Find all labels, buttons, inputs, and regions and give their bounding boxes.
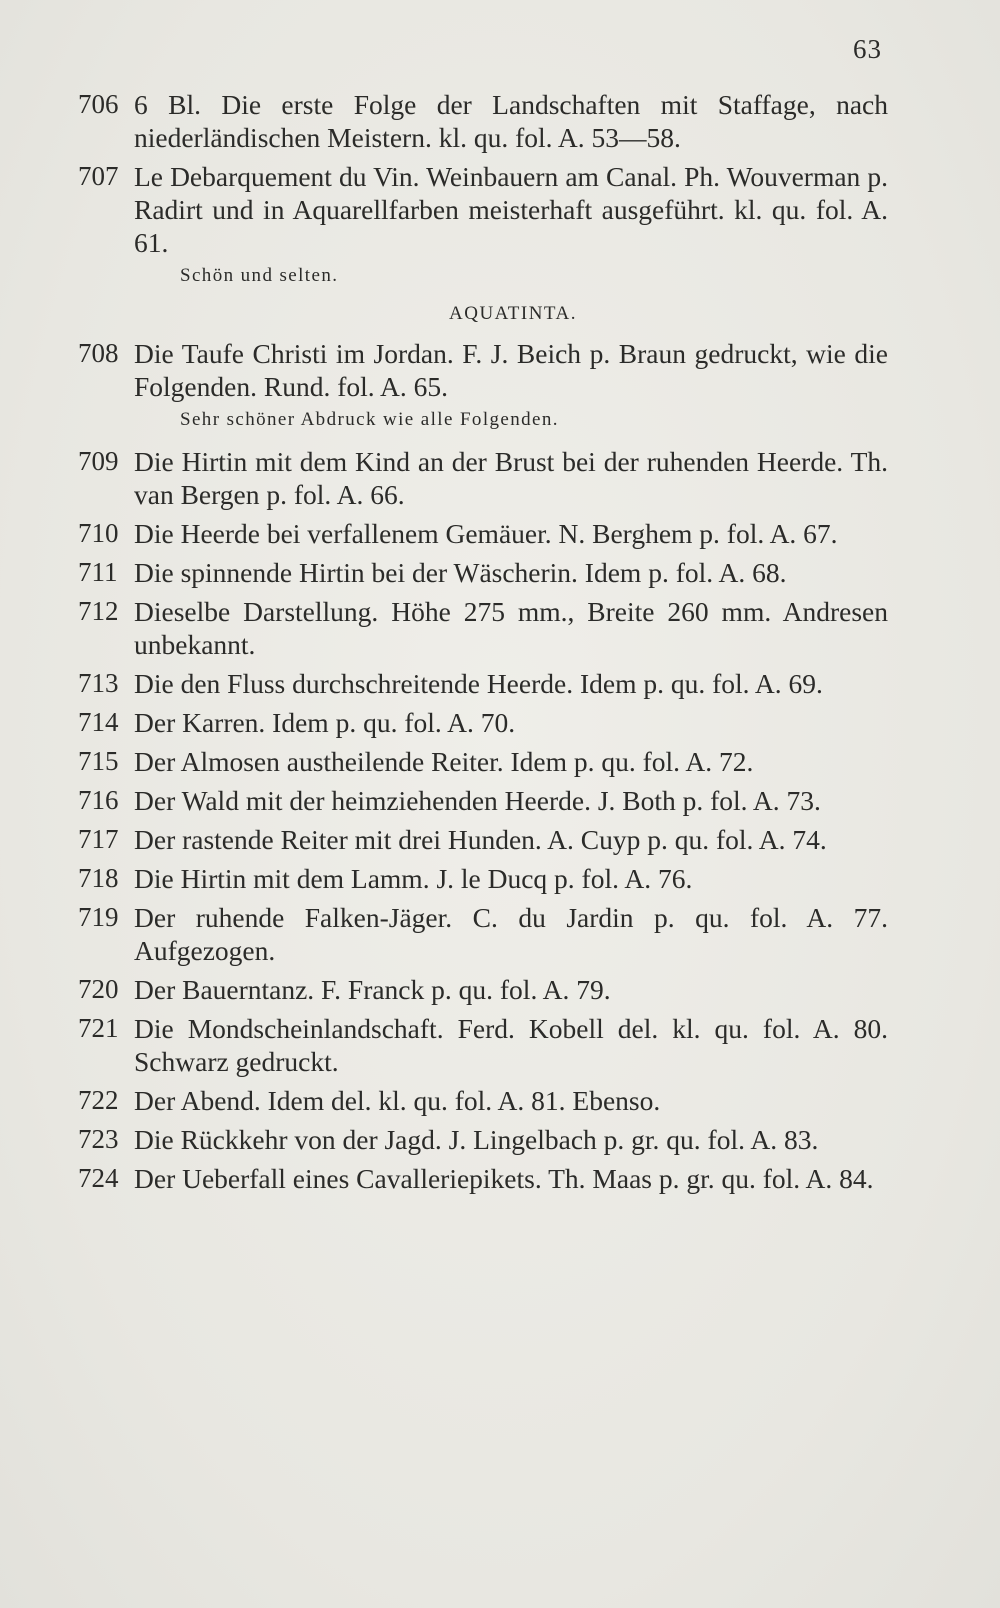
entry-721	[78, 1012, 888, 1078]
entry-716	[78, 784, 888, 817]
entry-number: 708	[78, 338, 119, 368]
entry-717	[78, 823, 888, 856]
entry-720	[78, 973, 888, 1006]
entry-text: Le Debarquement du Vin. Weinbauern am Canal. Ph. Wouverman p. Radirt und in Aquarellfarben meisterhaft ausgeführt. kl. qu. fol. A. 61.	[134, 161, 888, 258]
entry-number: 709	[78, 446, 119, 476]
page-number: 63	[853, 34, 882, 64]
entry-706	[78, 88, 888, 154]
entry-number: 716	[78, 785, 119, 815]
entry-709	[78, 445, 888, 511]
entry-text: Die Taufe Christi im Jordan. F. J. Beich p. Braun gedruckt, wie die Folgenden. Rund. fol. A. 65.	[134, 338, 888, 402]
entry-713	[78, 667, 888, 700]
entry-text: Der ruhende Falken-Jäger. C. du Jardin p. qu. fol. A. 77. Aufgezogen.	[134, 902, 888, 966]
entry-text: Die Heerde bei verfallenem Gemäuer. N. Berghem p. fol. A. 67.	[134, 518, 838, 549]
section-heading: AQUATINTA.	[449, 303, 577, 324]
entry-number: 713	[78, 668, 119, 698]
entry-719	[78, 901, 888, 967]
entry-number: 706	[78, 89, 119, 119]
entry-number: 712	[78, 596, 119, 626]
entry-text: Die Mondscheinlandschaft. Ferd. Kobell del. kl. qu. fol. A. 80. Schwarz gedruckt.	[134, 1013, 888, 1077]
entry-number: 723	[78, 1124, 119, 1154]
entry-number: 711	[78, 557, 118, 587]
entry-text: Der rastende Reiter mit drei Hunden. A. Cuyp p. qu. fol. A. 74.	[134, 824, 827, 855]
entry-715	[78, 745, 888, 778]
entry-711	[78, 556, 888, 589]
entry-text: 6 Bl. Die erste Folge der Landschaften mit Staffage, nach niederländischen Meistern. kl. qu. fol. A. 53—58.	[134, 89, 888, 153]
entry-text: Dieselbe Darstellung. Höhe 275 mm., Breite 260 mm. Andresen unbekannt.	[134, 596, 888, 660]
entry-707	[78, 160, 888, 259]
entry-number: 721	[78, 1013, 119, 1043]
entry-text: Der Abend. Idem del. kl. qu. fol. A. 81. Ebenso.	[134, 1085, 661, 1116]
entry-number: 719	[78, 902, 119, 932]
entry-712	[78, 595, 888, 661]
entry-708	[78, 337, 888, 403]
entry-number: 715	[78, 746, 119, 776]
entry-number: 722	[78, 1085, 119, 1115]
entry-text: Der Wald mit der heimziehenden Heerde. J. Both p. fol. A. 73.	[134, 785, 821, 816]
catalogue-entries	[78, 88, 888, 1201]
entry-number: 718	[78, 863, 119, 893]
entry-724	[78, 1162, 888, 1195]
entry-number: 717	[78, 824, 119, 854]
entry-723	[78, 1123, 888, 1156]
entry-text: Die Hirtin mit dem Lamm. J. le Ducq p. fol. A. 76.	[134, 863, 693, 894]
entry-text: Die Hirtin mit dem Kind an der Brust bei der ruhenden Heerde. Th. van Bergen p. fol. A. 66.	[134, 446, 888, 510]
entry-710	[78, 517, 888, 550]
entry-number: 720	[78, 974, 119, 1004]
entry-number: 710	[78, 518, 119, 548]
entry-text: Der Bauerntanz. F. Franck p. qu. fol. A. 79.	[134, 974, 611, 1005]
entry-714	[78, 706, 888, 739]
entry-note: Sehr schöner Abdruck wie alle Folgenden.	[180, 409, 559, 430]
entry-note: Schön und selten.	[180, 265, 339, 286]
entry-number: 714	[78, 707, 119, 737]
entry-text: Die spinnende Hirtin bei der Wäscherin. Idem p. fol. A. 68.	[134, 557, 787, 588]
entry-number: 707	[78, 161, 119, 191]
entry-text: Die den Fluss durchschreitende Heerde. Idem p. qu. fol. A. 69.	[134, 668, 823, 699]
entry-text: Der Ueberfall eines Cavalleriepikets. Th. Maas p. gr. qu. fol. A. 84.	[134, 1163, 874, 1194]
entry-text: Die Rückkehr von der Jagd. J. Lingelbach p. gr. qu. fol. A. 83.	[134, 1124, 819, 1155]
entry-718	[78, 862, 888, 895]
entry-722	[78, 1084, 888, 1117]
entry-number: 724	[78, 1163, 119, 1193]
entry-text: Der Almosen austheilende Reiter. Idem p. qu. fol. A. 72.	[134, 746, 754, 777]
entry-text: Der Karren. Idem p. qu. fol. A. 70.	[134, 707, 516, 738]
